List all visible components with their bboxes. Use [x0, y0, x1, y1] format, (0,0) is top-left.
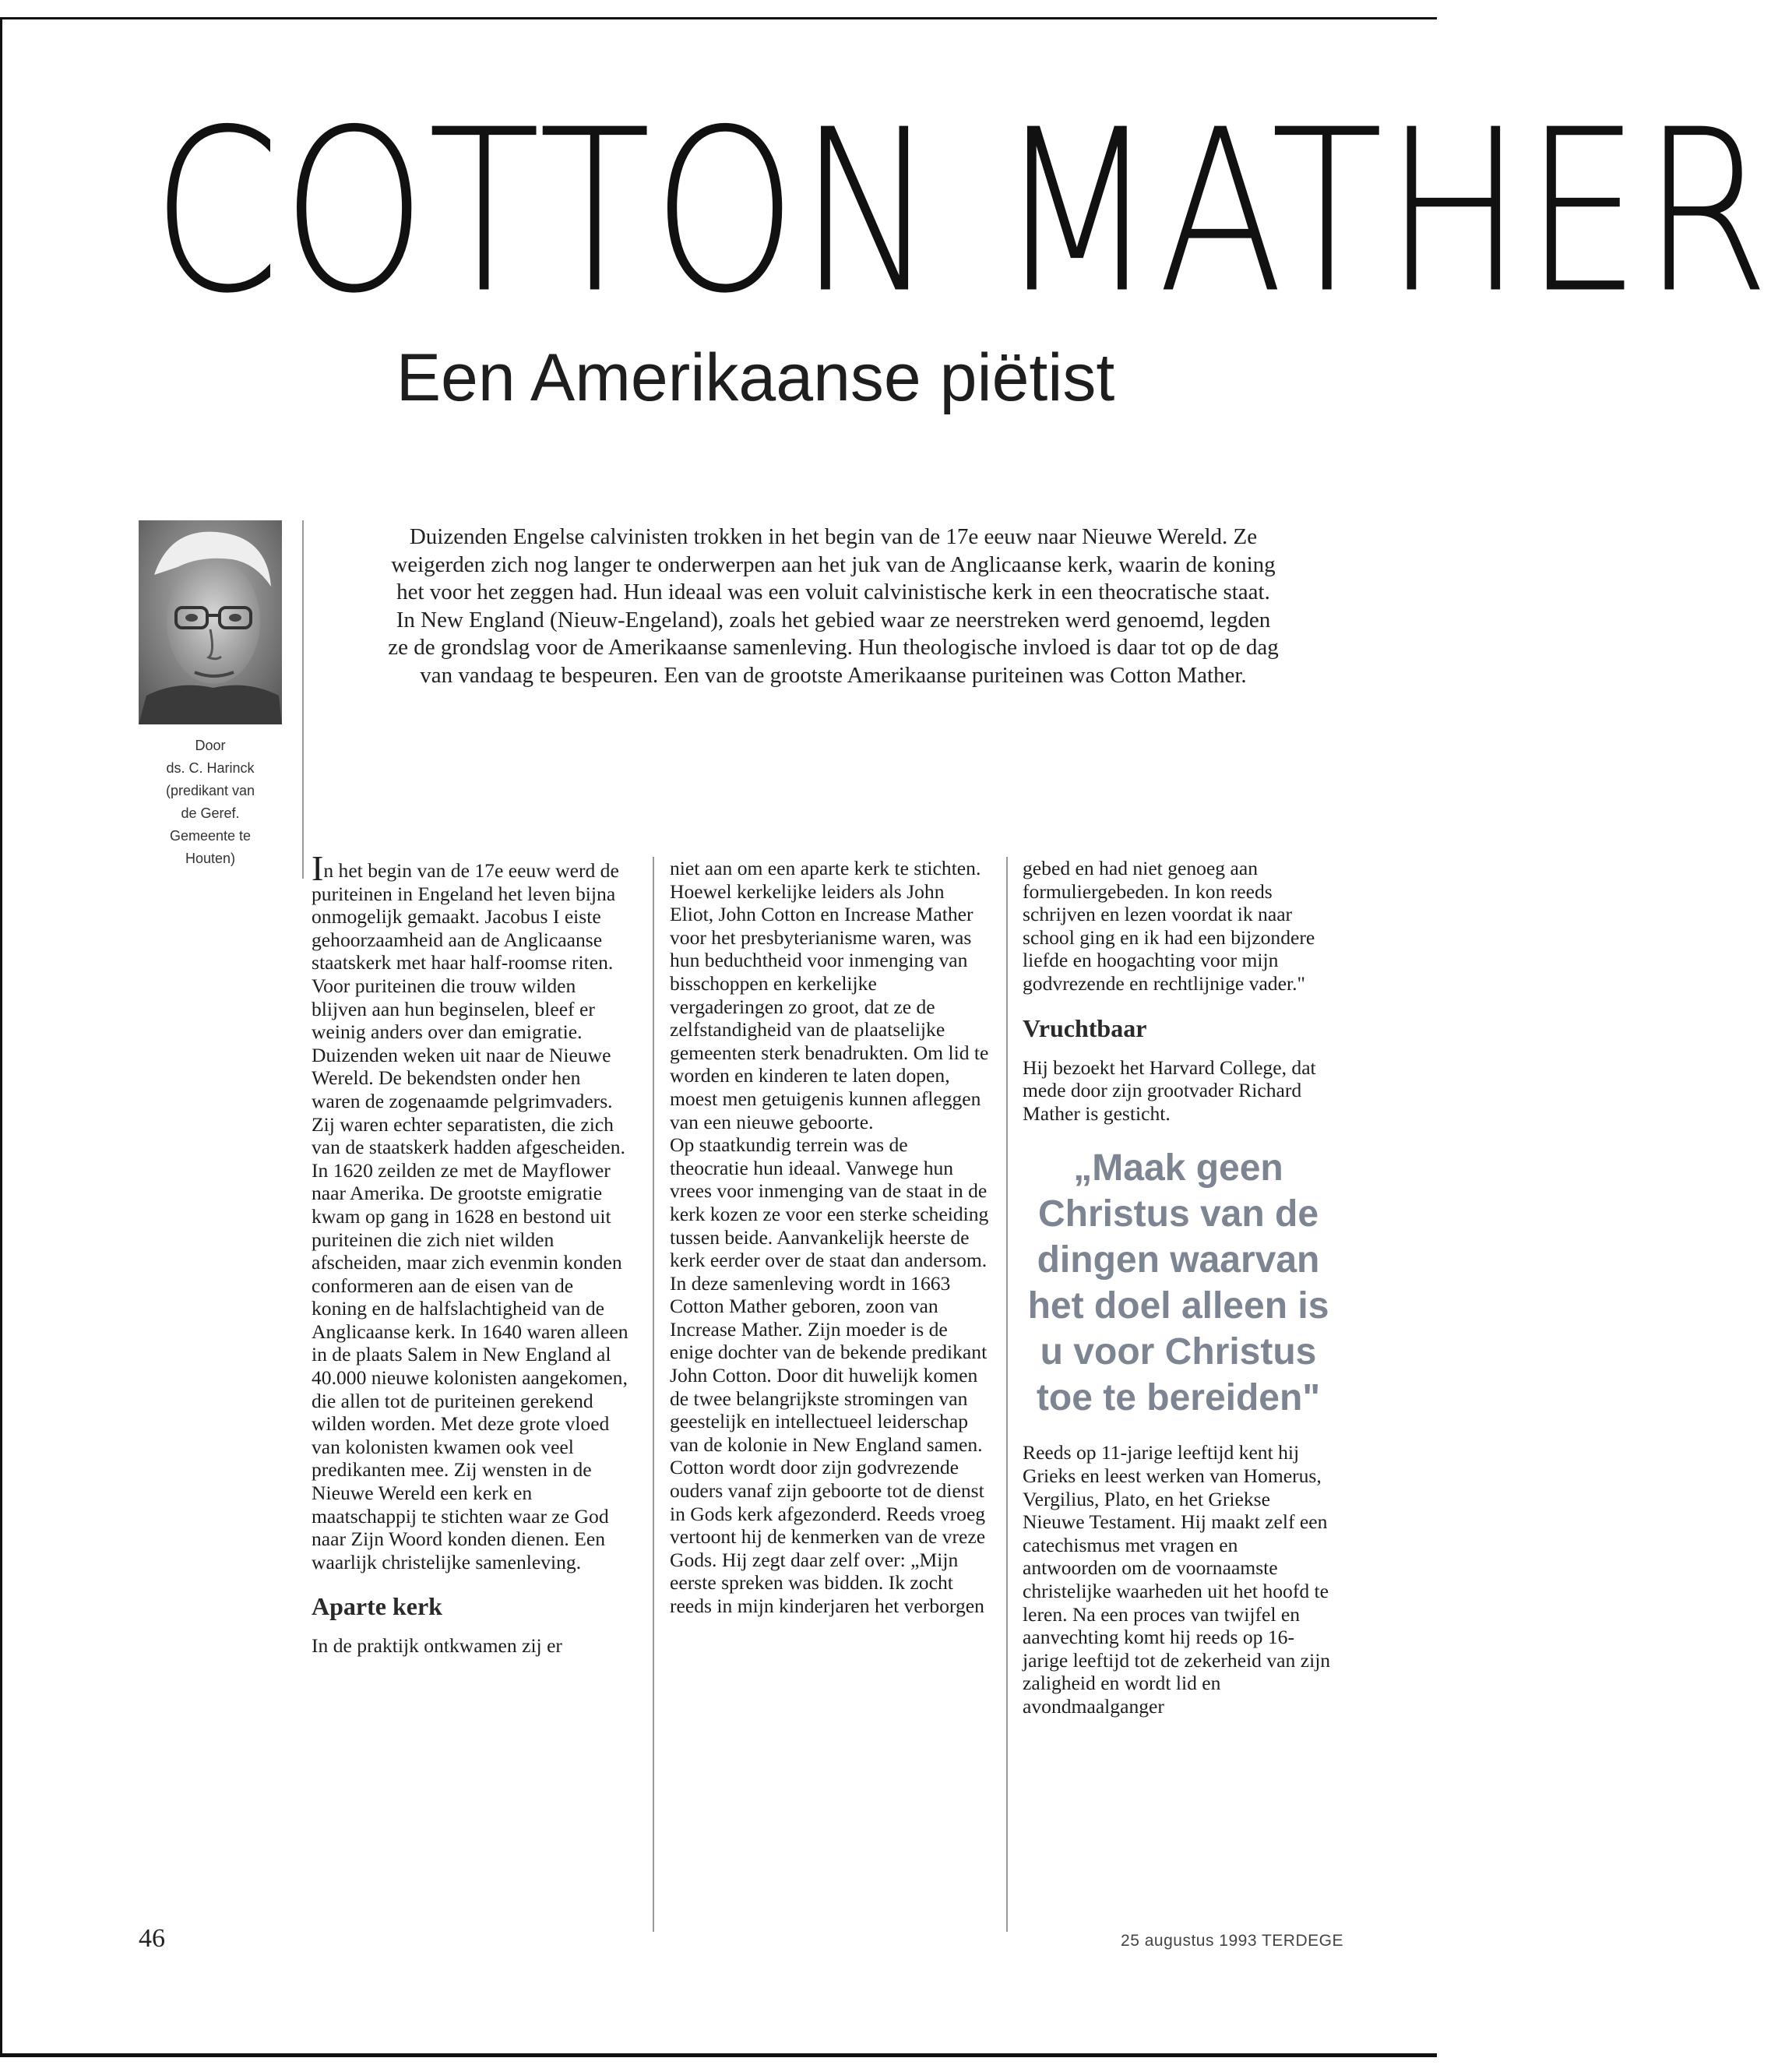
body-paragraph [312, 848, 631, 1573]
caption-line: Gemeente te [169, 828, 252, 844]
column-divider [653, 857, 654, 1932]
publication-date-footer: 25 augustus 1993 TERDEGE [1121, 1932, 1343, 1950]
article-subtitle: Een Amerikaanse piëtist [396, 340, 1115, 415]
body-paragraph: gebed en had niet genoeg aan formuliergebeden. In kon reeds schrijven en lezen voordat ik naar school ging en ik had een bijzondere liefde en hoogachting voor mijn godvrezende en rechtlijnige vader." [1023, 857, 1315, 995]
body-paragraph: Hij bezoekt het Harvard College, dat mede door zijn grootvader Richard Mather is gesticht. [1023, 1055, 1316, 1125]
article-column-1 [312, 848, 631, 1658]
intro-paragraph: Duizenden Engelse calvinisten trokken in het begin van de 17e eeuw naar Nieuwe Wereld. Ze weigerden zich nog langer te onderwerpen aan het juk van de Anglicaanse kerk, waarin de koning het voor het zeggen had. Hun ideaal was een voluit calvinistische kerk in een theocratische staat. In New England (Nieuw-Engeland), zoals het gebied waar ze neerstreken werd genoemd, legden ze de grondslag voor de Amerikaanse samenleving. Hun theologische invloed is daar tot op de dag van vandaag te bespeuren. Een van de grootste Amerikaanse puriteinen was Cotton Mather. [388, 524, 1279, 688]
page-border-bottom [0, 2053, 1437, 2057]
author-caption [126, 735, 294, 870]
body-paragraph: niet aan om een aparte kerk te stichten. Hoewel kerkelijke leiders als John Eliot, John Cotton en Increase Mather voor het presbyterianisme waren, was hun beduchtheid voor inmenging van bisschoppen en kerkelijke vergaderingen zo groot, dat ze de zelfstandigheid van de plaatselijke gemeenten sterk benadrukten. Om lid te worden en kinderen te laten dopen, moest men getuigenis kunnen afleggen van een nieuwe geboorte. [670, 857, 989, 1133]
column-divider [1006, 857, 1008, 1932]
caption-line: de Geref. [181, 805, 240, 821]
page-border-top [0, 17, 1437, 19]
section-heading-aparte-kerk: Aparte kerk [312, 1592, 442, 1621]
caption-line: (predikant van [165, 783, 255, 798]
article-column-2 [670, 857, 989, 1618]
caption-divider [302, 520, 304, 879]
article-column-3 [1023, 857, 1334, 1718]
body-paragraph: Reeds op 11-jarige leeftijd kent hij Grieks en leest werken van Homerus, Vergilius, Plato, en het Griekse Nieuwe Testament. Hij maakt zelf een catechismus met vragen en antwoorden om de voornaamste christelijke waarheden uit het hoofd te leren. Na een proces van twijfel en aanvechting komt hij reeds op 16-jarige leeftijd tot de zekerheid van zijn zaligheid en wordt lid en avondmaalganger [1023, 1441, 1331, 1718]
drop-cap: I [312, 848, 324, 888]
article-title: COTTON MATHER [152, 81, 1771, 343]
caption-line: Door [195, 738, 226, 753]
section-heading-vruchtbaar: Vruchtbaar [1023, 1013, 1147, 1042]
caption-line: ds. C. Harinck [166, 760, 255, 776]
pull-quote: „Maak geen Christus van de dingen waarvan het doel alleen is u voor Christus toe te bereiden" [1027, 1147, 1329, 1419]
body-paragraph: In deze samenleving wordt in 1663 Cotton Mather geboren, zoon van Increase Mather. Zijn moeder is de enige dochter van de bekende predikant John Cotton. Door dit huwelijk komen de twee belangrijkste stromingen van geestelijk en intellectueel leiderschap van de kolonie in New England samen. Cotton wordt door zijn godvrezende ouders vanaf zijn geboorte tot de dienst in Gods kerk afgezonderd. Reeds vroeg vertoont hij de kenmerken van de vreze Gods. Hij zegt daar zelf over: „Mijn eerste spreken was bidden. Ik zocht reeds in mijn kinderjaren het verborgen [670, 1271, 988, 1617]
body-paragraph: In de praktijk ontkwamen zij er [312, 1634, 562, 1658]
page-number: 46 [139, 1924, 165, 1953]
author-portrait-photo [139, 520, 282, 724]
body-paragraph: Op staatkundig terrein was de theocratie hun ideaal. Vanwege hun vrees voor inmenging van de staat in de kerk kozen ze voor een sterke scheiding tussen beide. Aanvankelijk heerste de kerk eerder over de staat dan andersom. [670, 1133, 989, 1272]
page-border-left [0, 17, 2, 2056]
body-text: n het begin van de 17e eeuw werd de puriteinen in Engeland het leven bijna onmogelijk gemaakt. Jacobus I eiste gehoorzaamheid aan de Anglicaanse staatskerk met haar half-roomse riten. Voor puriteinen die trouw wilden blijven aan hun beginselen, bleef er weinig anders over dan emigratie. Duizenden weken uit naar de Nieuwe Wereld. De bekendsten onder hen waren de zogenaamde pelgrimvaders. Zij waren echter separatisten, die zich van de staatskerk hadden afgescheiden. In 1620 zeilden ze met de Mayflower naar Amerika. De grootste emigratie kwam op gang in 1628 en bestond uit puriteinen die zich niet wilden afscheiden, maar zich evenmin konden conformeren aan de eisen van de koning en de halfslachtigheid van de Anglicaanse kerk. In 1640 waren alleen in de plaats Salem in New England al 40.000 nieuwe kolonisten aangekomen, die allen tot de puriteinen gerekend wilden worden. Met deze grote vloed van kolonisten kwamen ook veel predikanten mee. Zij wensten in de Nieuwe Wereld een kerk en maatschappij te stichten waar ze God naar Zijn Woord konden dienen. Een waarlijk christelijke samenleving. [312, 859, 628, 1573]
caption-line: Houten) [185, 851, 236, 866]
portrait-photo-icon [139, 520, 282, 724]
